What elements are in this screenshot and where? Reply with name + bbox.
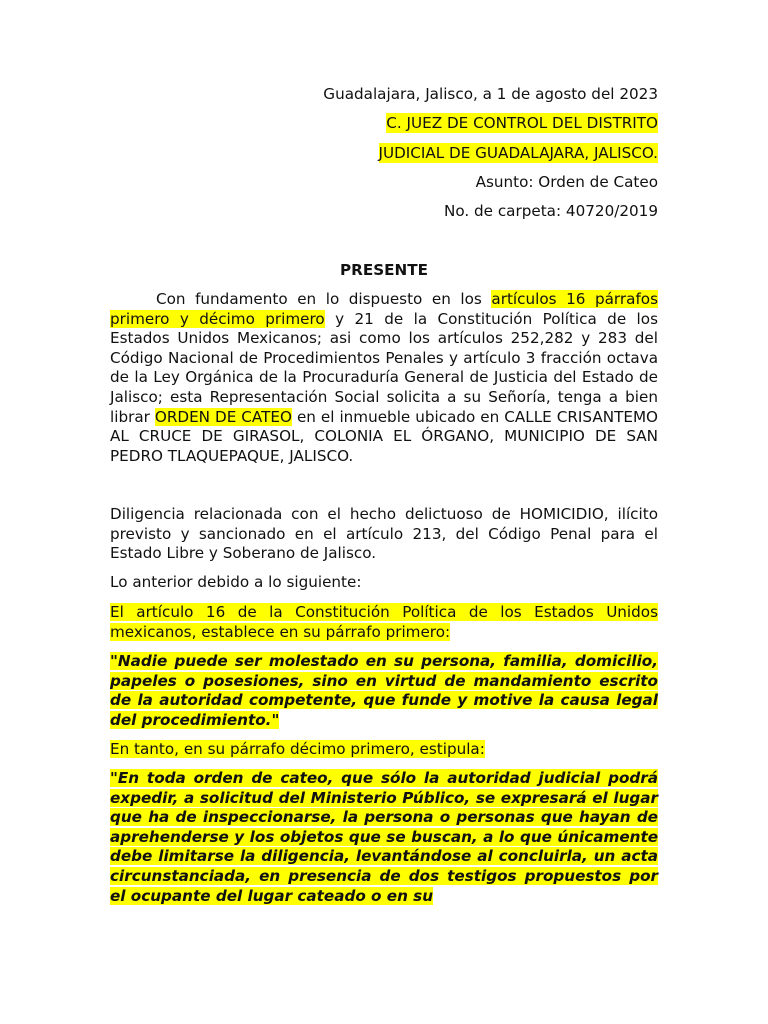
place-date: Guadalajara, Jalisco, a 1 de agosto del 2023 bbox=[323, 85, 658, 103]
quote-eleventh-text: "En toda orden de cateo, que sólo la autoridad judicial podrá expedir, a solicitud del Ministerio Público, se expresará el lugar que ha de inspeccionarse, la persona o personas que hayan de aprehenderse y los objetos que se buscan, a lo que únicamente debe limitarse la diligencia, levantándose al concluirla, un acta circunstanciada, en presencia de dos testigos propuestos por el ocupante del lugar cateado o en su bbox=[110, 769, 658, 905]
paragraph-article-16 bbox=[110, 603, 658, 642]
addressee-line-1: C. JUEZ DE CONTROL DEL DISTRITO bbox=[386, 114, 658, 132]
subject-line: Asunto: Orden de Cateo bbox=[475, 173, 658, 191]
paragraph-eleventh bbox=[110, 740, 658, 760]
paragraph-intro: Lo anterior debido a lo siguiente: bbox=[110, 573, 362, 591]
highlight-articles: artículos 16 párrafos primero y décimo primero bbox=[110, 290, 658, 328]
paragraph-crime: Diligencia relacionada con el hecho delictuoso de HOMICIDIO, ilícito previsto y sancionado en el artículo 213, del Código Penal para el Estado Libre y Soberano de Jalisco. bbox=[110, 505, 658, 563]
paragraph-legal-basis bbox=[110, 290, 658, 466]
file-number: No. de carpeta: 40720/2019 bbox=[443, 202, 658, 220]
highlight-search-order: ORDEN DE CATEO bbox=[154, 407, 292, 426]
salutation: PRESENTE bbox=[340, 261, 428, 279]
quote-first-text: "Nadie puede ser molestado en su persona, familia, domicilio, papeles o posesiones, sino en virtud de mandamiento escrito de la autoridad competente, que funde y motive la causa legal del procedimiento." bbox=[110, 652, 658, 729]
eleventh-paragraph-text: En tanto, en su párrafo décimo primero, estipula: bbox=[110, 740, 485, 758]
legal-basis-text-c: en el inmueble ubicado en CALLE CRISANTEMO AL CRUCE DE GIRASOL, COLONIA EL ÓRGANO, MUNICIPIO DE SAN PEDRO TLAQUEPAQUE, JALISCO. bbox=[110, 407, 659, 465]
legal-basis-text-b: y 21 de la Constitución Política de los Estados Unidos Mexicanos; asi como los artículos 252,282 y 283 del Código Nacional de Procedimientos Penales y artículo 3 fracción octava de la Ley Orgánica de la Procuraduría General de Justicia del Estado de Jalisco; esta Representación Social solicita a su Señoría, tenga a bien librar bbox=[110, 309, 658, 426]
legal-basis-text-a: Con fundamento en lo dispuesto en los bbox=[156, 290, 492, 308]
article-16-text: El artículo 16 de la Constitución Política de los Estados Unidos mexicanos, establece en su párrafo primero: bbox=[110, 603, 658, 641]
quote-eleventh-paragraph bbox=[110, 769, 658, 906]
quote-first-paragraph bbox=[110, 652, 658, 730]
addressee-line-2: JUDICIAL DE GUADALAJARA, JALISCO. bbox=[378, 144, 658, 162]
